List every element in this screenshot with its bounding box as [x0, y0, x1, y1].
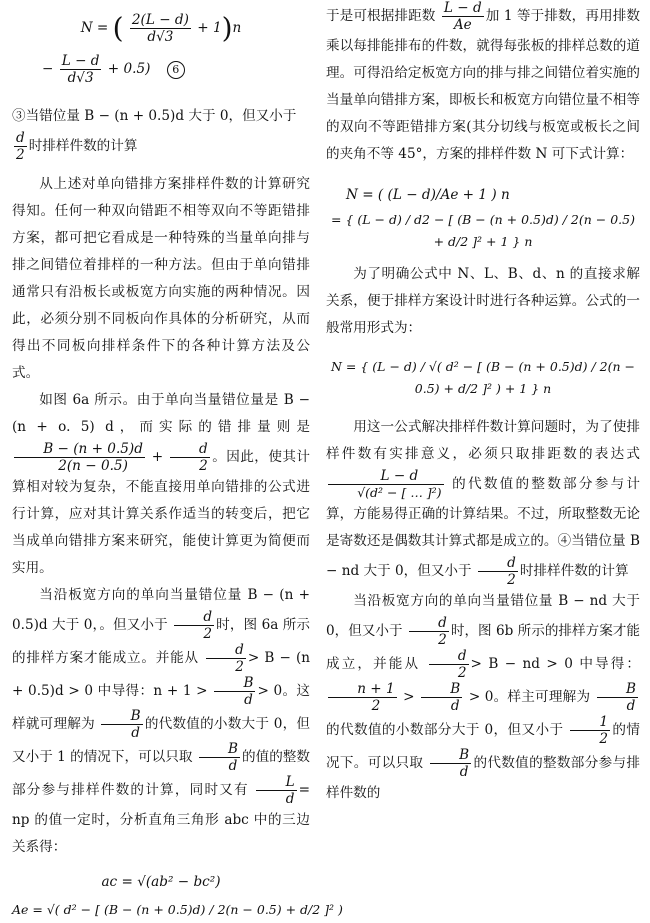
right-paragraph-2: 为了明确公式中 N、L、B、d、n 的直接求解关系，便于排样方案设计时进行各种运算。公式的一般常用形式为： — [326, 266, 640, 336]
equation-ae: Ae = √( d² − [ (B − (n + 0.5)d) / 2(n − 0.5) + d/2 ]² ) — [12, 901, 343, 917]
equation-6-line2: − $\frac{L - d}{d√3}$ + 0.5) 6 — [12, 49, 310, 89]
equation-n1: N = ( (L − d)/Ae + 1 ) n — [346, 187, 510, 203]
right-paragraph-3: 用这一公式解决排样件数计算问题时，为了使排样件数有实排意义，必须只取排距数的表达式 $\frac{L - d}{\text{√(d² − [ … ]²)}}$ 的代数值的整数部分参与计算，方能易得正确的计算结果。不过，所取整数无论是寄数还是偶数其计算式都是成立的。④当错位量 B − nd 大于 0，但又小于 $\frac{d}{2}$ 时排样件数的计算 — [326, 419, 641, 588]
right-paragraph-4: 当沿板宽方向的单向当量错位量 B − nd 大于 0，但又小于 $\frac{d}{2}$ 时，图 6b 所示的排样方案才能成立，并能从 $\frac{d}{2}$ > B − nd > 0 中导得： $\frac{n + 1}{2}$ > $\frac{B}{d}$ > 0。样主可理解为 $\frac{B}{d}$ 的代数值的小数部分大于 0，但又小于 $\frac{1}{2}$ 的情况下。可以只取 $\frac{B}{d}$ 的代数值的整数部分参与排样件数的 — [326, 593, 641, 801]
paragraph-2: 如图 6a 所示。由于单向当量错位量是 B − (n + o. 5) d，而实际的错排量则是 $\frac{B - (n + 0.5)d}{2(n - 0.5)}$ + $\frac{d}{2}$ 。因此，使其计算相对较为复杂，不能直接用单向错排的公式进行计算，应对其计算关系作适当的转变后，把它当成单向错排方案来研究，能使计算更为简便而实用。 — [12, 391, 310, 576]
equation-6-line1: N = ( $\frac{2(L - d)}{d√3}$ + 1)n — [80, 11, 242, 45]
paragraph-3: 当沿板宽方向的单向当量错位量 B − (n + 0.5)d 大于 0，。但又小于 $\frac{d}{2}$ 时，图 6a 所示的排样方案才能成立。并能从 $\frac{d}{2}$ > B − (n + 0.5)d > 0 中导得：n + 1 > $\frac{B}{d}$ > 0。这样就可理解为 $\frac{B}{d}$ 的代数值的小数大于 0，但又小于 1 的情况下，可以只取 $\frac{B}{d}$ 的值的整数部分参与排样件数的计算，同时又有 $\frac{L}{d}$ = np 的值一定时，分析直角三角形 abc 中的三边关系得： — [12, 586, 311, 855]
equation-n3: N = { (L − d) / √( d² − [ (B − (n + 0.5)d) / 2(n − 0.5) + d/2 ]² ) + 1 } n — [331, 359, 635, 396]
equation-n2: = { (L − d) / d2 − [ (B − (n + 0.5)d) / 2(n − 0.5) + d/2 ]² + 1 } n — [331, 212, 635, 249]
right-column — [326, 0, 640, 807]
equation-number: 6 — [167, 61, 185, 79]
left-column — [12, 0, 343, 923]
paragraph-1: 从上述对单向错排方案排样件数的计算研究得知。任何一种双向错距不相等双向不等距错排方案，都可把它看成是一种特殊的当量单向排与排之间错位着排样的一种方法。但由于单向错排通常只有沿板长或板宽方向实施的两种情况。因此，必须分别不同板向作具体的分析研究，从而得出不同板向排样条件下的各种计算方法及公式。 — [12, 175, 310, 381]
right-paragraph-1: 于是可根据排距数 $\frac{L - d}{Ae}$ 加 1 等于排数，再用排数乘以每排能排布的件数，就得每张板的排样总数的道理。可得沿给定板宽方向的排与排之间错位着实施的当量单向错排方案，即板长和板宽方向错位量不相等的双向不等距错排方案(其分切线与板宽或板长之间的夹角不等 45°，方案的排样件数 N 可下式计算： — [326, 0, 640, 162]
equation-ac: ac = √(ab² − bc²) — [101, 873, 221, 890]
section-3-heading: ③当错位量 B − (n + 0.5)d 大于 0，但又小于 $\frac{d}{2}$ 时排样件数的计算 — [12, 107, 297, 163]
